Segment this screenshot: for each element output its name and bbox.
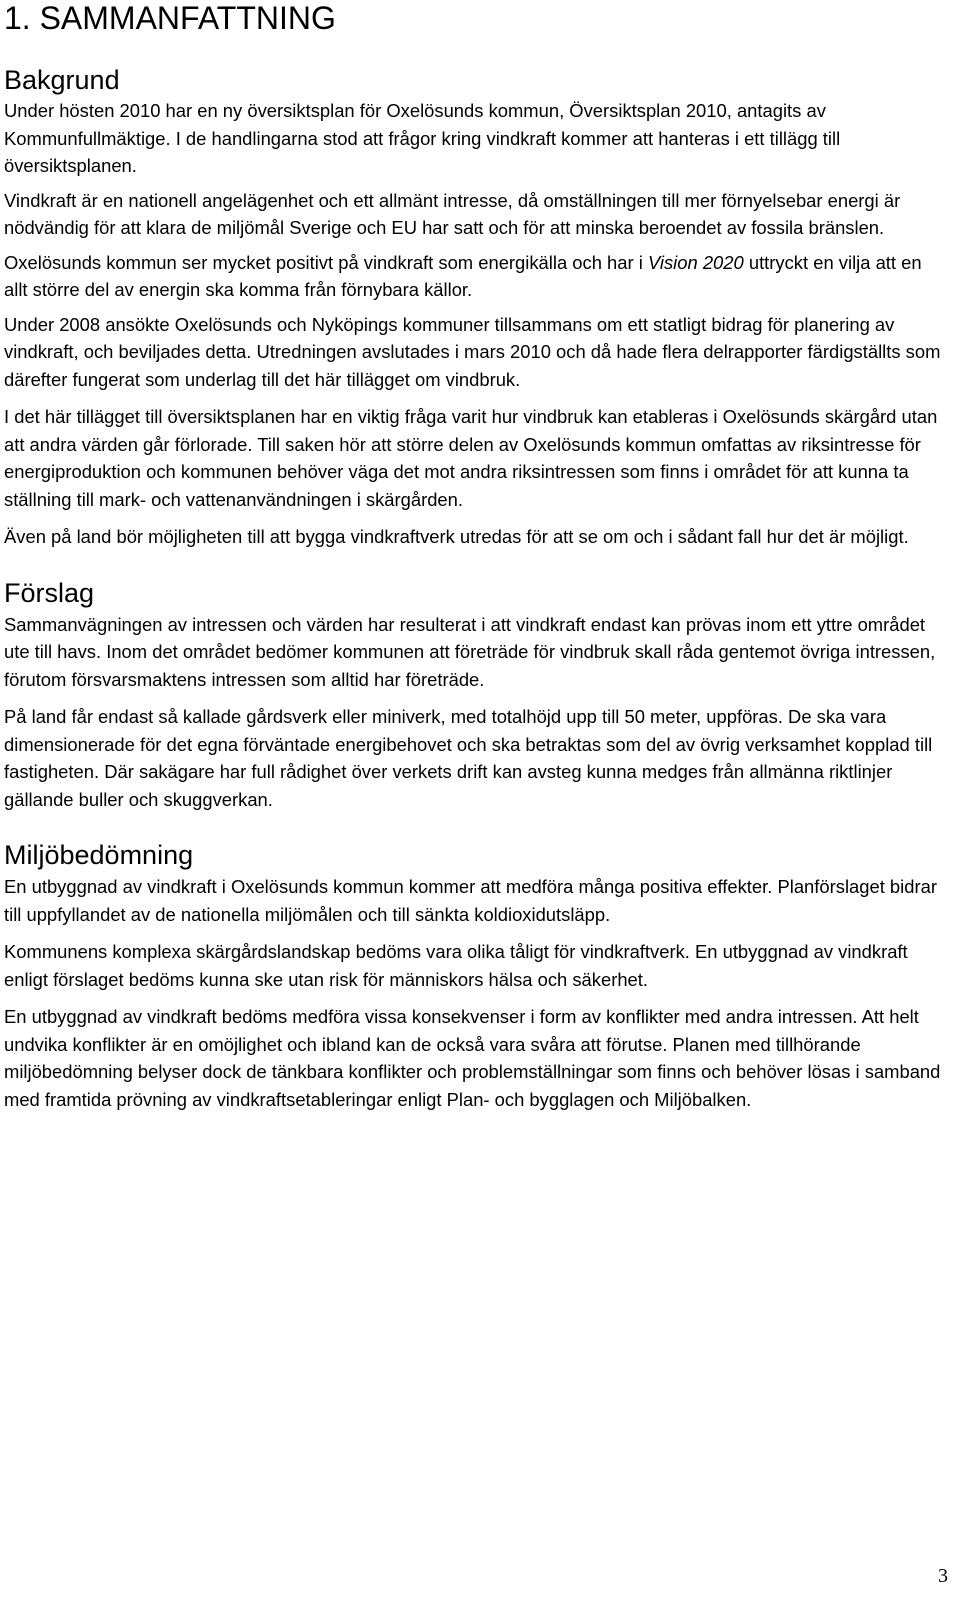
paragraph: Vindkraft är en nationell angelägenhet och ett allmänt intresse, då omställningen till mer förnyelsebar energi är nödvändig för att klara de miljömål Sverige och EU har satt och för att minska beroendet av fossila bränslen. — [4, 189, 901, 238]
text-run: uttryckt en vilja att en allt större del av energin ska komma från förnybara källor. — [4, 251, 922, 300]
paragraph: Sammanvägningen av intressen och värden har resulterat i att vindkraft endast kan prövas inom ett yttre området ute till havs. Inom det området bedömer kommunen att företräde för vindbruk skall råda gentemot övriga intressen, förutom försvarsmaktens intressen som alltid har företräde. — [4, 613, 936, 690]
page-number: 3 — [938, 1565, 948, 1587]
section-heading-forslag: Förslag — [4, 577, 95, 608]
paragraph: Även på land bör möjligheten till att bygga vindkraftverk utredas för att se om och i sådant fall hur det är möjligt. — [4, 526, 909, 547]
paragraph — [4, 249, 950, 304]
paragraph: En utbyggnad av vindkraft bedöms medföra vissa konsekvenser i form av konflikter med andra intressen. Att helt undvika konflikter är en omöjlighet och ibland kan de också vara svåra att förutse. Planen med tillhörande miljöbedömning belyser dock de tänkbara konflikter och problemställningar som finns och behöver lösas i samband med framtida prövning av vindkraftsetableringar enligt Plan- och bygglagen och Miljöbalken. — [4, 1006, 941, 1110]
paragraph: Under hösten 2010 har en ny översiktsplan för Oxelösunds kommun, Översiktsplan 2010, antagits av Kommunfullmäktige. I de handlingarna stod att frågor kring vindkraft kommer att hanteras i ett tillägg till översiktsplanen. — [4, 100, 841, 176]
paragraph: Under 2008 ansökte Oxelösunds och Nyköpings kommuner tillsammans om ett statligt bidrag för planering av vindkraft, och beviljades detta. Utredningen avslutades i mars 2010 och då hade flera delrapporter färdigställts som därefter fungerat som underlag till det här tillägget om vindbruk. — [4, 313, 941, 390]
paragraph: I det här tillägget till översiktsplanen har en viktig fråga varit hur vindbruk kan etableras i Oxelösunds skärgård utan att andra värden går förlorade. Till saken hör att större delen av Oxelösunds kommun omfattas av riksintresse för energiproduktion och kommunen behöver väga det mot andra riksintressen som finns i området för att kunna ta ställning till mark- och vattenanvändningen i skärgården. — [4, 406, 938, 510]
paragraph: Kommunens komplexa skärgårdslandskap bedöms vara olika tåligt för vindkraftverk. En utbyggnad av vindkraft enligt förslaget bedöms kunna ske utan risk för människors hälsa och säkerhet. — [4, 941, 908, 990]
paragraph: På land får endast så kallade gårdsverk eller miniverk, med totalhöjd upp till 50 meter, uppföras. De ska vara dimensionerade för det egna förväntade energibehovet och ska betraktas som del av övrig verksamhet kopplad till fastigheten. Där sakägare har full rådighet över verkets drift kan avsteg kunna medges från allmänna riktlinjer gällande buller och skuggverkan. — [4, 706, 933, 810]
document-title: 1. SAMMANFATTNING — [4, 0, 336, 36]
document-page — [4, 0, 950, 1113]
emphasis-text: Vision 2020 — [647, 251, 744, 273]
section-heading-bakgrund: Bakgrund — [4, 65, 120, 95]
text-run: Oxelösunds kommun ser mycket positivt på vindkraft som energikälla och har i — [4, 251, 648, 273]
paragraph: En utbyggnad av vindkraft i Oxelösunds kommun kommer att medföra många positiva effekter. Planförslaget bidrar till uppfyllandet av de nationella miljömålen och till sänkta koldioxidutsläpp. — [4, 876, 937, 925]
section-heading-miljobedomning: Miljöbedömning — [4, 840, 194, 870]
